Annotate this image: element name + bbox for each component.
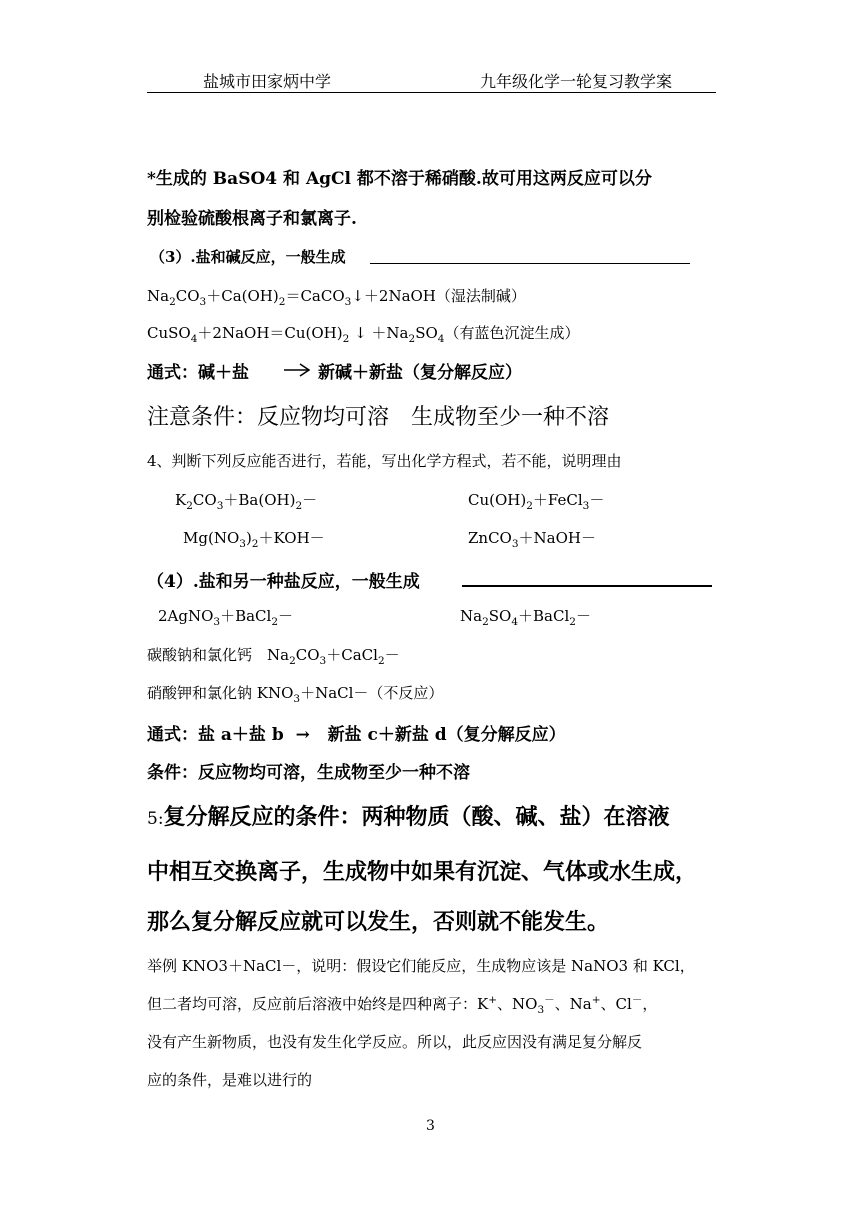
sec4-condition: 条件：反应物均可溶，生成物至少一种不溶 [147, 763, 470, 783]
sec3-answer-blank[interactable] [370, 263, 690, 264]
page-number: 3 [426, 1118, 435, 1134]
sec3-general-right: 新碱＋新盐（复分解反应） [318, 363, 522, 383]
sec4-heading: （4）.盐和另一种盐反应，一般生成 [147, 572, 420, 592]
sec4-equation-1: 2AgNO$_3$＋BaCl$_2$－ [158, 607, 294, 628]
q4-prompt: 4、判断下列反应能否进行，若能，写出化学方程式，若不能，说明理由 [147, 452, 622, 470]
q4-reaction-3: $Mg(NO_3)_2+KOH-$ [183, 529, 325, 550]
sec5-line-2: 中相互交换离子，生成物中如果有沉淀、气体或水生成， [147, 859, 698, 885]
right-arrow-icon: → [295, 725, 310, 745]
sec3-heading: （3）.盐和碱反应，一般生成 [150, 248, 346, 266]
example-line-3: 没有产生新物质，也没有发生化学反应。所以，此反应因没有满足复分解反 [147, 1033, 643, 1051]
sec4-equation-2: $Na_2SO_4+BaCl_2-$ [460, 607, 591, 628]
q4-reaction-2: $Cu(OH)_2+FeCl_3-$ [468, 491, 605, 512]
header-school: 盐城市田家炳中学 [203, 72, 332, 91]
sec3-general-left: 通式：碱＋盐 [147, 363, 249, 383]
header-title: 九年级化学一轮复习教学案 [480, 72, 673, 91]
sec5-line-3: 那么复分解反应就可以发生，否则就不能发生。 [147, 909, 610, 935]
example-line-4: 应的条件，是难以进行的 [147, 1071, 313, 1089]
header-rule [147, 92, 716, 93]
note-line-1: *生成的 BaSO4 和 AgCl 都不溶于稀硝酸.故可用这两反应可以分 [147, 169, 652, 189]
note-line-2: 别检验硫酸根离子和氯离子. [147, 209, 357, 229]
sec4-equation-3: 碳酸钠和氯化钙 $Na_2CO_3+CaCl_2-$ [147, 646, 400, 667]
sec4-equation-4: 硝酸钾和氯化钠 $KNO_3+NaCl-$（不反应） [147, 684, 444, 705]
sec3-equation-1: $Na_2CO_3+Ca(OH)_2=CaCO_3↓+2NaOH$（湿法制碱） [147, 287, 526, 308]
sec5-line-1: 5:复分解反应的条件：两种物质（酸、碱、盐）在溶液 [147, 804, 670, 830]
q4-reaction-4: ZnCO$_3$＋NaOH－ [468, 529, 596, 550]
example-line-1: 举例 KNO3＋NaCl－，说明：假设它们能反应，生成物应该是 NaNO3 和 KCl， [147, 957, 695, 975]
sec3-condition: 注意条件：反应物均可溶 生成物至少一种不溶 [147, 405, 610, 430]
sec3-equation-2: $CuSO_4+2NaOH=Cu(OH)_2$ ↓ $+Na_2SO_4$（有蓝色沉淀生成） [147, 324, 580, 345]
q4-reaction-1: $K_2CO_3+Ba(OH)_2-$ [175, 491, 318, 512]
sec4-answer-blank[interactable] [462, 585, 712, 587]
example-line-2: 但二者均可溶，反应前后溶液中始终是四种离子：K+、$NO_3^-$、Na+、Cl－， [147, 994, 658, 1016]
right-arrow-icon [282, 358, 312, 378]
sec4-general: 通式：盐 a＋盐 b → 新盐 c＋新盐 d（复分解反应） [147, 725, 566, 745]
